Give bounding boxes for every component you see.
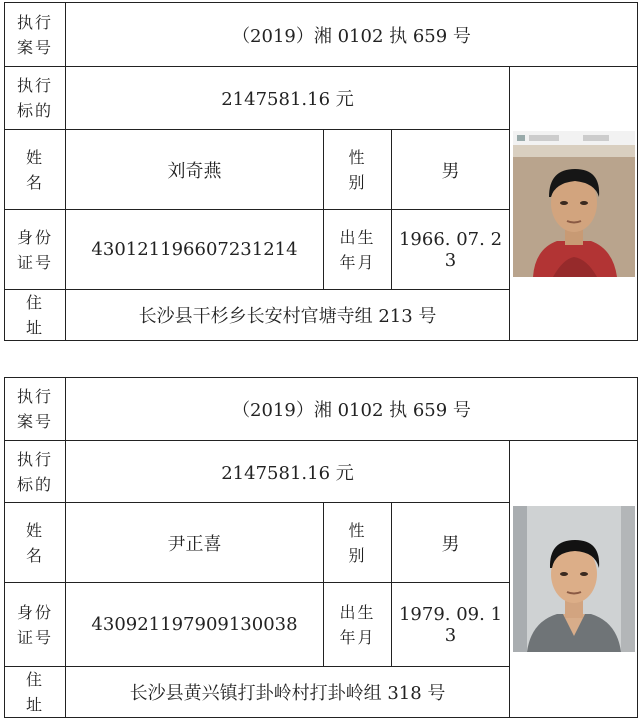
name-value: 尹正喜 (66, 503, 324, 583)
birth-date-value: 1966. 07. 2 3 (392, 210, 510, 290)
case-number-label: 执行 案号 (5, 378, 66, 441)
birth-date-label: 出生 年月 (324, 210, 392, 290)
amount-value: 2147581.16 元 (66, 67, 510, 130)
id-number-value: 430121196607231214 (66, 210, 324, 290)
case-number-value: （2019）湘 0102 执 659 号 (66, 378, 638, 441)
amount-label: 执行 标的 (5, 67, 66, 130)
person-photo (513, 506, 635, 652)
gender-value: 男 (392, 503, 510, 583)
id-number-value: 430921197909130038 (66, 583, 324, 667)
record-card-2 (4, 377, 637, 718)
amount-value: 2147581.16 元 (66, 441, 510, 503)
address-label: 住 址 (5, 667, 66, 718)
case-number-label: 执行 案号 (5, 3, 66, 67)
address-label: 住 址 (5, 290, 66, 341)
name-label: 姓 名 (5, 130, 66, 210)
case-number-value: （2019）湘 0102 执 659 号 (66, 3, 638, 67)
id-number-label: 身份 证号 (5, 583, 66, 667)
gender-value: 男 (392, 130, 510, 210)
gender-label: 性 别 (324, 130, 392, 210)
photo-cell (510, 67, 638, 341)
name-value: 刘奇燕 (66, 130, 324, 210)
name-label: 姓 名 (5, 503, 66, 583)
gender-label: 性 别 (324, 503, 392, 583)
birth-date-label: 出生 年月 (324, 583, 392, 667)
photo-cell (510, 441, 638, 718)
id-number-label: 身份 证号 (5, 210, 66, 290)
address-value: 长沙县黄兴镇打卦岭村打卦岭组 318 号 (66, 667, 510, 718)
record-table (4, 2, 638, 341)
record-card-1 (4, 2, 637, 341)
amount-label: 执行 标的 (5, 441, 66, 503)
person-photo (513, 131, 635, 277)
birth-date-value: 1979. 09. 1 3 (392, 583, 510, 667)
address-value: 长沙县干杉乡长安村官塘寺组 213 号 (66, 290, 510, 341)
record-table (4, 377, 638, 718)
